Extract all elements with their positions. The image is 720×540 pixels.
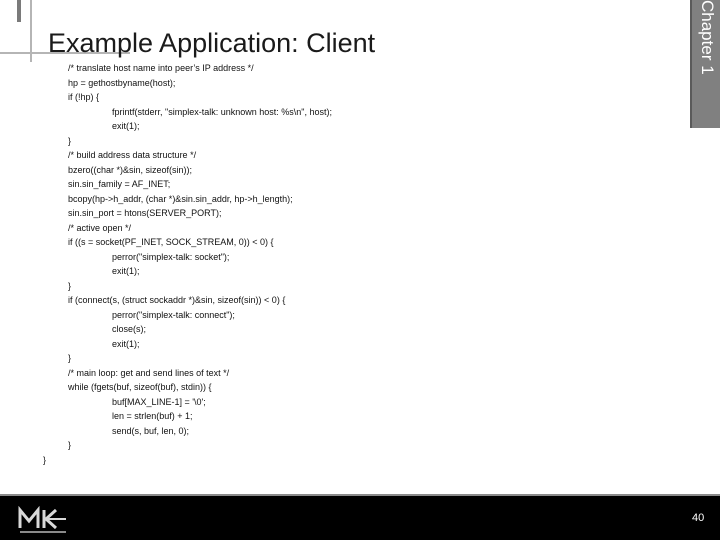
code-line: }	[68, 135, 72, 146]
footer-band	[0, 494, 720, 540]
chapter-label: Chapter 1	[698, 0, 717, 75]
code-listing	[0, 61, 680, 467]
code-line: exit(1);	[112, 121, 140, 131]
code-line: hp = gethostbyname(host);	[68, 77, 176, 88]
page-number: 40	[692, 512, 705, 524]
code-line: if (connect(s, (struct sockaddr *)&sin, sizeof(sin)) < 0) {	[68, 295, 286, 305]
code-line: }	[68, 280, 72, 291]
code-line: len = strlen(buf) + 1;	[112, 411, 193, 421]
code-line: }	[68, 440, 72, 450]
code-line: sin.sin_family = AF_INET;	[68, 179, 171, 189]
code-line: /* build address data structure */	[68, 150, 197, 160]
code-line: /* main loop: get and send lines of text */	[68, 367, 230, 378]
page-title: Example Application: Client	[48, 28, 376, 58]
code-line: perror("simplex-talk: socket");	[112, 251, 230, 262]
code-line: /* active open */	[68, 222, 132, 233]
code-line: sin.sin_port = htons(SERVER_PORT);	[68, 208, 222, 218]
code-line: exit(1);	[112, 266, 140, 276]
code-line: bzero((char *)&sin, sizeof(sin));	[68, 164, 193, 175]
code-line: }	[43, 454, 47, 465]
code-line: buf[MAX_LINE-1] = '\0';	[112, 396, 206, 407]
code-line: bcopy(hp->h_addr, (char *)&sin.sin_addr, hp->h_length);	[68, 193, 293, 204]
code-line: }	[68, 353, 72, 363]
code-line: close(s);	[112, 324, 147, 334]
mk-publisher-logo	[18, 506, 72, 536]
chapter-tab	[690, 0, 720, 128]
code-line: fprintf(stderr, "simplex-talk: unknown host: %s\n", host);	[112, 106, 332, 117]
code-line: if ((s = socket(PF_INET, SOCK_STREAM, 0)) < 0) {	[68, 237, 274, 247]
code-line: send(s, buf, len, 0);	[112, 425, 190, 436]
code-line: if (!hp) {	[68, 92, 100, 102]
code-line: perror("simplex-talk: connect");	[112, 309, 235, 320]
decorative-corner-line	[17, 0, 21, 22]
code-line: while (fgets(buf, sizeof(buf), stdin)) {	[68, 382, 212, 392]
footer-divider	[0, 494, 720, 496]
code-line: exit(1);	[112, 338, 140, 349]
code-line: /* translate host name into peer’s IP address */	[68, 63, 254, 73]
